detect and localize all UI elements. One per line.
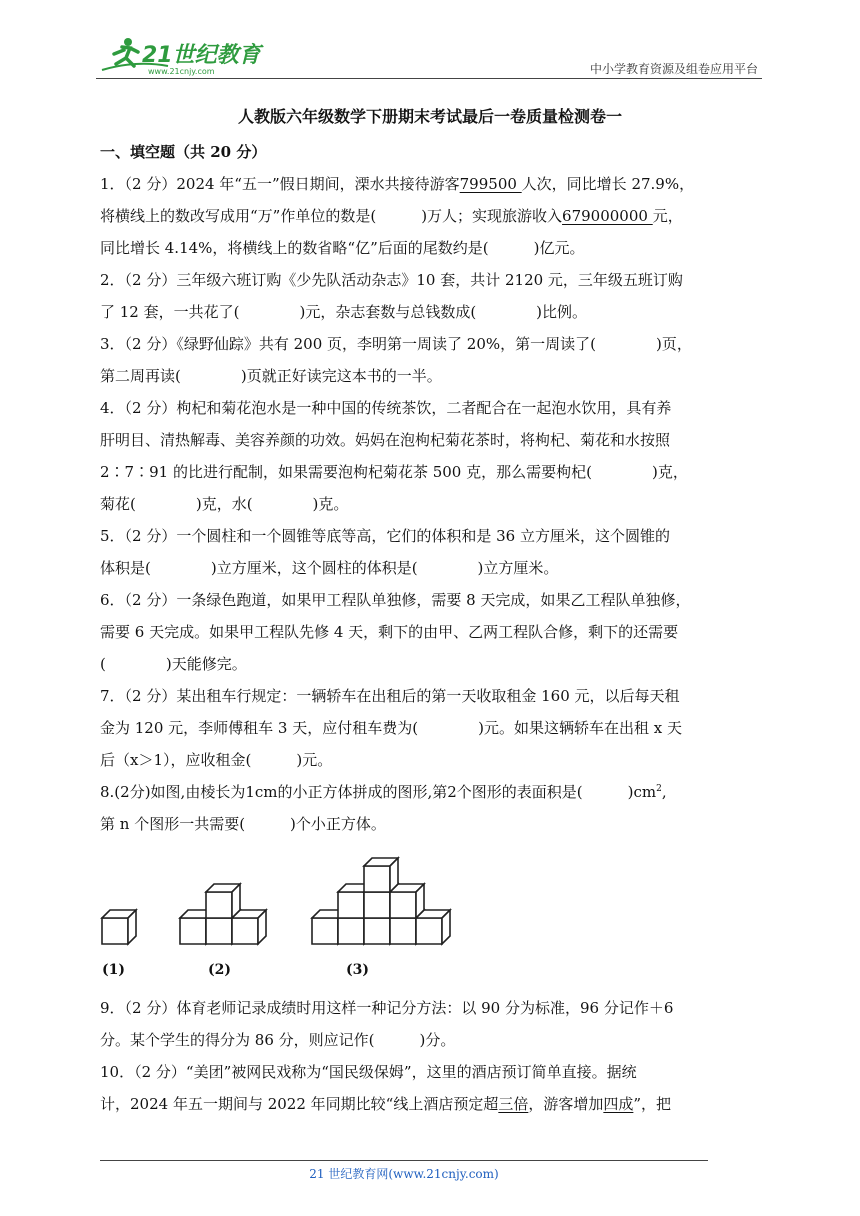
q1-text-e: 同比增长 4.14%，将横线上的数省略“亿”后面的尾数约是( )亿元。 xyxy=(100,239,585,257)
q7-line-2: 金为 120 元，李师傅租车 3 天，应付租车费为( )元。如果这辆轿车在出租 x 天 xyxy=(100,719,682,737)
q2-line-1: 2．（2 分）三年级六班订购《少先队活动杂志》10 套，共计 2120 元，三年级五班订购 xyxy=(100,271,683,289)
q6-line-2: 需要 6 天完成。如果甲工程队先修 4 天，剩下的由甲、乙两工程队合修，剩下的还需要 xyxy=(100,623,679,641)
figure-2-cube xyxy=(232,910,266,944)
q6-line-1: 6．（2 分）一条绿色跑道，如果甲工程队单独修，需要 8 天完成，如果乙工程队单独修， xyxy=(100,591,691,609)
figure-1-cube xyxy=(102,910,136,944)
q3-line-2: 第二周再读( )页就正好读完这本书的一半。 xyxy=(100,367,442,385)
question-2 xyxy=(100,264,762,328)
question-5 xyxy=(100,520,762,584)
figure-3-cube xyxy=(364,858,398,892)
q10-line-1: 10．（2 分）“美团”被网民戏称为“国民级保姆”，这里的酒店预订简单直接。据统 xyxy=(100,1063,637,1081)
q6-line-3: ( )天能修完。 xyxy=(100,655,247,673)
figure-3-cube xyxy=(416,910,450,944)
q8-line-1-end: , xyxy=(661,783,667,801)
q5-line-2: 体积是( )立方厘米，这个圆柱的体积是( )立方厘米。 xyxy=(100,559,559,577)
question-7 xyxy=(100,680,762,776)
platform-name: 中小学教育资源及组卷应用平台 xyxy=(589,62,758,76)
figure-label-3: (3) xyxy=(346,962,369,978)
question-8 xyxy=(100,776,762,992)
figure-3-cube xyxy=(390,884,424,918)
q10-text-a: 计，2024 年五一期间与 2022 年同期比较“线上酒店预定超 xyxy=(100,1095,499,1113)
q9-line-2: 分。某个学生的得分为 86 分，则应记作( )分。 xyxy=(100,1031,456,1049)
q5-line-1: 5．（2 分）一个圆柱和一个圆锥等底等高，它们的体积和是 36 立方厘米，这个圆锥的 xyxy=(100,527,670,545)
question-9 xyxy=(100,992,762,1056)
question-list xyxy=(100,136,762,1120)
logo-icon xyxy=(96,36,266,76)
figure-label-1: (1) xyxy=(102,962,125,978)
q2-line-2: 了 12 套，一共花了( )元，杂志套数与总钱数成( )比例。 xyxy=(100,303,588,321)
q8-superscript: 2 xyxy=(656,784,662,794)
page-footer: 21 世纪教育网(www.21cnjy.com) xyxy=(309,1167,499,1181)
section-heading: 一、填空题（共 20 分） xyxy=(100,143,267,161)
q4-line-1: 4．（2 分）枸杞和菊花泡水是一种中国的传统茶饮，二者配合在一起泡水饮用，具有养 xyxy=(100,399,672,417)
q7-line-1: 7．（2 分）某出租车行规定：一辆轿车在出租后的第一天收取租金 160 元，以后每天租 xyxy=(100,687,680,705)
q4-line-3: 2∶7∶91 的比进行配制，如果需要泡枸杞菊花茶 500 克，那么需要枸杞( )克， xyxy=(100,463,688,481)
q10-underlined-2: 四成 xyxy=(603,1095,634,1113)
logo-text: 21世纪教育 xyxy=(142,43,261,68)
q1-text-d: 元， xyxy=(652,207,683,225)
q1-underlined-income: 679000000 xyxy=(562,207,653,225)
q8-line-2: 第 n 个图形一共需要( )个小正方体。 xyxy=(100,815,386,833)
q10-text-c: ”，把 xyxy=(633,1095,672,1113)
page-title: 人教版六年级数学下册期末考试最后一卷质量检测卷一 xyxy=(237,107,622,126)
q3-line-1: 3．（2 分）《绿野仙踪》共有 200 页，李明第一周读了 20%，第一周读了( )页， xyxy=(100,335,692,353)
page-header xyxy=(96,30,764,80)
q7-line-3: 后（x＞1），应收租金( )元。 xyxy=(100,751,333,769)
q9-line-1: 9．（2 分）体育老师记录成绩时用这样一种记分方法：以 90 分为标准，96 分记作＋6 xyxy=(100,999,674,1017)
q8-line-1: 8.(2分)如图,由棱长为1cm的小正方体拼成的图形,第2个图形的表面积是( )cm xyxy=(100,783,657,801)
q1-text-b: 人次，同比增长 27.9%， xyxy=(521,175,695,193)
question-3 xyxy=(100,328,762,392)
footer-divider xyxy=(100,1160,708,1161)
question-1 xyxy=(100,168,762,264)
q1-underlined-number: 799500 xyxy=(459,175,522,193)
question-6 xyxy=(100,584,762,680)
q10-text-b: ，游客增加 xyxy=(528,1095,604,1113)
figure-2-cube xyxy=(206,884,240,918)
q4-line-4: 菊花( )克，水( )克。 xyxy=(100,495,349,513)
cube-figures xyxy=(100,840,762,992)
figure-label-2: (2) xyxy=(208,962,231,978)
logo-url: www.21cnjy.com xyxy=(148,67,215,76)
q1-text-c: 将横线上的数改写成用“万”作单位的数是( )万人；实现旅游收入 xyxy=(100,207,563,225)
q4-line-2: 肝明目、清热解毒、美容养颜的功效。妈妈在泡枸杞菊花茶时，将枸杞、菊花和水按照 xyxy=(100,431,671,449)
question-10 xyxy=(100,1056,762,1120)
question-4 xyxy=(100,392,762,520)
header-divider xyxy=(96,78,762,79)
q10-underlined-1: 三倍 xyxy=(498,1095,529,1113)
cube-stack-figure xyxy=(100,840,480,992)
q1-text-a: 1．（2 分）2024 年“五一”假日期间，溧水共接待游客 xyxy=(100,175,460,193)
